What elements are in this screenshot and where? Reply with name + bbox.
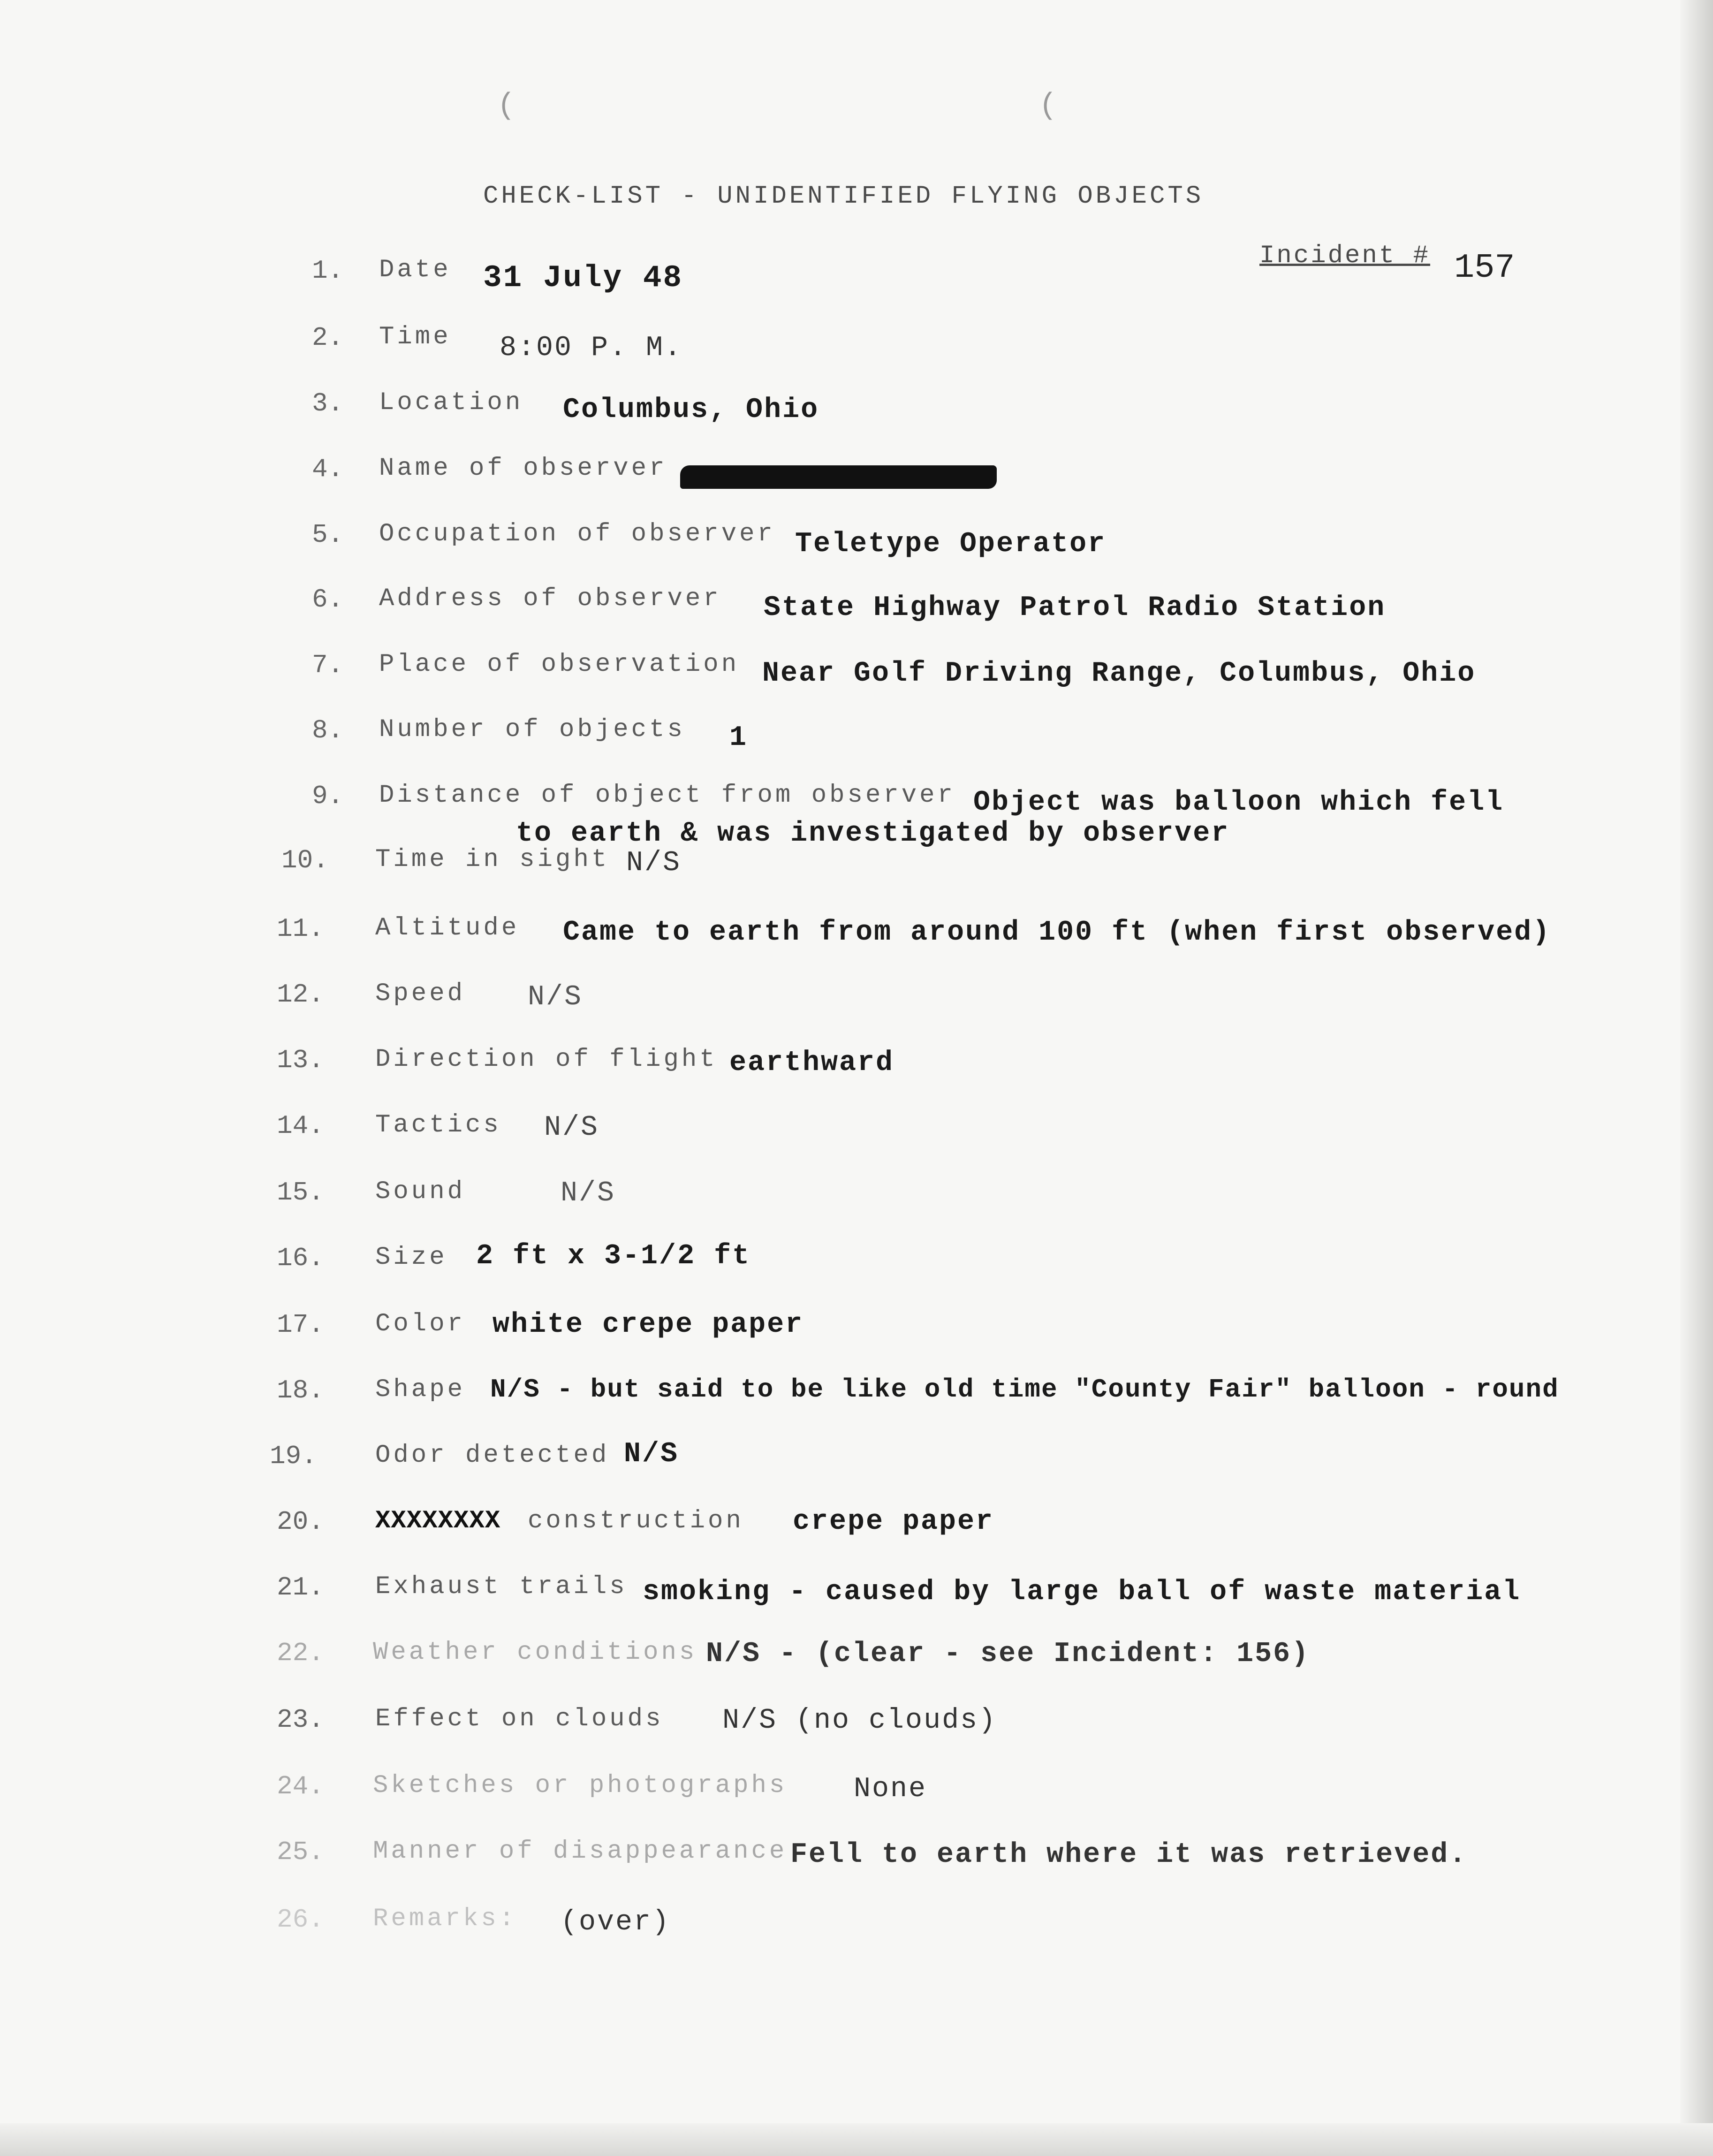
scan-edge-bottom <box>0 2123 1713 2156</box>
item-value: 31 July 48 <box>483 260 683 296</box>
item-value: Object was balloon which fell <box>973 787 1504 819</box>
item-label: Size <box>375 1243 447 1272</box>
item-value: (over) <box>561 1906 671 1938</box>
item-value: Fell to earth where it was retrieved. <box>790 1839 1468 1871</box>
item-label: Tactics <box>375 1111 501 1139</box>
item-value: N/S - (clear - see Incident: 156) <box>706 1638 1310 1670</box>
item-label: Location <box>379 388 523 417</box>
item-label: construction <box>528 1507 744 1535</box>
item-number: 9. <box>312 781 344 811</box>
item-number: 21. <box>277 1572 324 1602</box>
item-label: Altitude <box>375 914 520 942</box>
punch-mark-right: ( <box>1039 89 1057 123</box>
incident-label: Incident # <box>1259 242 1431 270</box>
item-value: 8:00 P. M. <box>500 332 683 364</box>
item-value: Columbus, Ohio <box>563 394 819 426</box>
item-number: 16. <box>277 1243 324 1273</box>
item-number: 13. <box>277 1045 324 1075</box>
item-label: Color <box>375 1310 466 1338</box>
item-value-continued: to earth & was investigated by observer <box>516 818 1230 850</box>
item-value: N/S (no clouds) <box>722 1705 997 1737</box>
incident-number: 157 <box>1454 249 1515 287</box>
item-number: 24. <box>277 1771 324 1801</box>
item-value: State Highway Patrol Radio Station <box>764 592 1386 624</box>
item-value: N/S <box>544 1112 599 1144</box>
item-value: earthward <box>729 1047 894 1079</box>
item-number: 18. <box>277 1375 324 1405</box>
item-label: Number of objects <box>379 715 685 744</box>
item-number: 10. <box>281 845 329 875</box>
item-value: crepe paper <box>793 1506 994 1538</box>
item-number: 7. <box>312 650 344 680</box>
item-value: N/S <box>528 981 583 1013</box>
item-label: Odor detected <box>375 1441 610 1470</box>
redacted-observer-name <box>680 465 997 489</box>
item-label: Speed <box>375 979 466 1008</box>
item-number: 3. <box>312 388 344 418</box>
item-number: 17. <box>277 1310 324 1340</box>
item-number: 20. <box>277 1507 324 1537</box>
item-value: smoking - caused by large ball of waste material <box>643 1576 1521 1608</box>
item-value: Teletype Operator <box>795 528 1107 560</box>
item-label: Sound <box>375 1177 466 1206</box>
item-label: Effect on clouds <box>375 1705 664 1733</box>
struck-out-text: XXXXXXXX <box>375 1507 501 1535</box>
item-value: N/S <box>626 847 682 879</box>
item-number: 4. <box>312 454 344 484</box>
item-label: Sketches or photographs <box>373 1771 788 1800</box>
item-label: Direction of flight <box>375 1045 718 1074</box>
item-label: Distance of object from observer <box>379 781 955 810</box>
item-number: 5. <box>312 520 344 550</box>
item-value: None <box>854 1773 927 1805</box>
item-number: 14. <box>277 1111 324 1141</box>
item-number: 26. <box>277 1905 324 1935</box>
item-value: Near Golf Driving Range, Columbus, Ohio <box>762 658 1476 690</box>
item-label: Occupation of observer <box>379 520 775 548</box>
item-value: N/S <box>561 1177 616 1209</box>
item-value: N/S <box>624 1438 679 1470</box>
item-label: Weather conditions <box>373 1638 697 1667</box>
item-value: N/S - but said to be like old time "County Fair" balloon - round <box>490 1374 1559 1404</box>
item-value: 2 ft x 3-1/2 ft <box>476 1240 751 1272</box>
item-label: Date <box>379 256 451 284</box>
item-value: Came to earth from around 100 ft (when first observed) <box>563 917 1551 949</box>
item-number: 6. <box>312 585 344 615</box>
item-label: Time in sight <box>375 845 610 874</box>
item-number: 12. <box>277 979 324 1010</box>
item-label: Shape <box>375 1375 466 1404</box>
item-label: Time <box>379 323 451 351</box>
page-title: CHECK-LIST - UNIDENTIFIED FLYING OBJECTS <box>483 182 1204 211</box>
item-label: Place of observation <box>379 650 740 679</box>
punch-mark-left: ( <box>497 89 515 123</box>
item-label: Manner of disappearance <box>373 1837 788 1866</box>
item-number: 2. <box>312 323 344 353</box>
item-number: 1. <box>312 256 344 286</box>
item-number: 11. <box>277 914 324 944</box>
item-number: 22. <box>277 1638 324 1668</box>
item-label: Address of observer <box>379 585 721 613</box>
item-number: 25. <box>277 1837 324 1867</box>
item-label: Exhaust trails <box>375 1572 628 1601</box>
item-number: 8. <box>312 715 344 745</box>
item-value: 1 <box>729 722 748 754</box>
item-number: 19. <box>270 1441 317 1471</box>
item-label: Remarks: <box>373 1905 517 1933</box>
item-value: white crepe paper <box>493 1309 804 1341</box>
item-label: Name of observer <box>379 454 667 483</box>
item-number: 23. <box>277 1705 324 1735</box>
scan-edge-right <box>1680 0 1713 2156</box>
item-number: 15. <box>277 1177 324 1207</box>
